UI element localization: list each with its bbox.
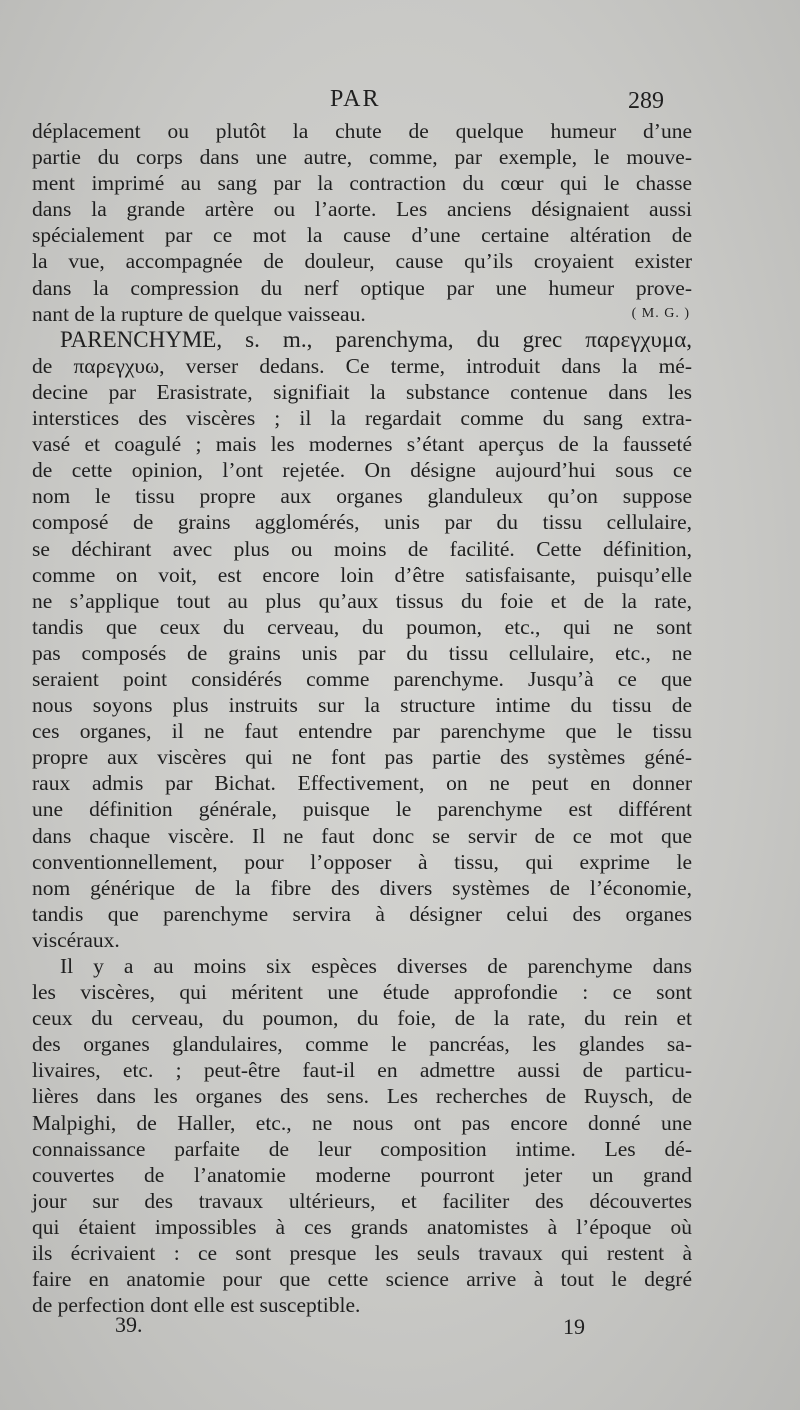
- text-line: une définition générale, puisque le parenchyme est différent: [32, 797, 692, 822]
- body-text: [32, 118, 692, 1318]
- text-line: couvertes de l’anatomie moderne pourront jeter un grand: [32, 1162, 692, 1187]
- text-line: dans la compression du nerf optique par une humeur prove-: [32, 275, 692, 300]
- text-line: nous soyons plus instruits sur la structure intime du tissu de: [32, 693, 692, 718]
- author-initials: ( M. G. ): [631, 305, 690, 321]
- text-line: livaires, etc. ; peut-être faut-il en admettre aussi de particu-: [32, 1058, 692, 1083]
- text-line: qui étaient impossibles à ces grands anatomistes à l’époque où: [32, 1214, 692, 1239]
- text-line: lières dans les organes des sens. Les recherches de Ruysch, de: [32, 1084, 692, 1109]
- text-line: jour sur des travaux ultérieurs, et faciliter des découvertes: [32, 1188, 692, 1213]
- text-line: ces organes, il ne faut entendre par parenchyme que le tissu: [32, 719, 692, 744]
- text-line: de cette opinion, l’ont rejetée. On désigne aujourd’hui sous ce: [32, 458, 692, 483]
- text-line: nom le tissu propre aux organes glanduleux qu’on suppose: [32, 484, 692, 509]
- page-footer: [0, 1312, 800, 1342]
- text-line: la vue, accompagnée de douleur, cause qu’ils croyaient exister: [32, 249, 692, 274]
- text-line: pas composés de grains unis par du tissu cellulaire, etc., ne: [32, 640, 692, 665]
- gathering-number: 19: [563, 1314, 585, 1339]
- running-title: PAR: [330, 86, 381, 112]
- text-line: composé de grains agglomérés, unis par du tissu cellulaire,: [32, 510, 692, 535]
- text-line: des organes glandulaires, comme le pancréas, les glandes sa-: [32, 1032, 692, 1057]
- text-line: dans la grande artère ou l’aorte. Les anciens désignaient aussi: [32, 197, 692, 222]
- text-line: connaissance parfaite de leur composition intime. Les dé-: [32, 1136, 692, 1161]
- text-line: viscéraux.: [32, 927, 120, 952]
- text-line: comme on voit, est encore loin d’être satisfaisante, puisqu’elle: [32, 562, 692, 587]
- text-line: déplacement ou plutôt la chute de quelque humeur d’une: [32, 119, 692, 143]
- text-line: conventionnellement, pour l’opposer à tissu, qui exprime le: [32, 849, 692, 874]
- page-number: 289: [628, 88, 664, 114]
- text-line: nom générique de la fibre des divers systèmes de l’économie,: [32, 875, 692, 900]
- text-line: tandis que ceux du cerveau, du poumon, etc., qui ne sont: [32, 614, 692, 639]
- text-line: partie du corps dans une autre, comme, par exemple, le mouve-: [32, 145, 692, 170]
- text-line: decine par Erasistrate, signifiait la substance contenue dans les: [32, 379, 692, 404]
- text-line: spécialement par ce mot la cause d’une certaine altération de: [32, 223, 692, 248]
- text-line: faire en anatomie pour que cette science arrive à tout le degré: [32, 1267, 692, 1292]
- text-line: ceux du cerveau, du poumon, du foie, de la rate, du rein et: [32, 1006, 692, 1031]
- text-line: les viscères, qui méritent une étude approfondie : ce sont: [32, 980, 692, 1005]
- text-line: de παρεγχυω, verser dedans. Ce terme, introduit dans la mé-: [32, 353, 692, 378]
- text-line: se déchirant avec plus ou moins de facilité. Cette définition,: [32, 536, 692, 561]
- signature-mark: 39.: [115, 1312, 143, 1337]
- text-line: Malpighi, de Haller, etc., ne nous ont pas encore donné une: [32, 1110, 692, 1135]
- running-head: [0, 86, 800, 116]
- text-line: Il y a au moins six espèces diverses de parenchyme dans: [60, 954, 692, 978]
- text-line-with-signature: [32, 301, 692, 327]
- text-line: de perfection dont elle est susceptible.: [32, 1293, 361, 1318]
- text-line: ils écrivaient : ce sont presque les seuls travaux qui restent à: [32, 1241, 692, 1266]
- text-line: dans chaque viscère. Il ne faut donc se servir de ce mot que: [32, 823, 692, 848]
- text-line: vasé et coagulé ; mais les modernes s’étant aperçus de la fausseté: [32, 432, 692, 457]
- text-line: seraient point considérés comme parenchyme. Jusqu’à ce que: [32, 666, 692, 691]
- text-line: interstices des viscères ; il la regardait comme du sang extra-: [32, 406, 692, 431]
- text-line: propre aux viscères qui ne font pas partie des systèmes géné-: [32, 745, 692, 770]
- text-line: nant de la rupture de quelque vaisseau.: [32, 301, 366, 326]
- text-line: ne s’applique tout au plus qu’aux tissus du foie et de la rate,: [32, 588, 692, 613]
- entry-headword-line: PARENCHYME, s. m., parenchyma, du grec παρεγχυμα,: [60, 326, 692, 352]
- text-line: ment imprimé au sang par la contraction du cœur qui le chasse: [32, 171, 692, 196]
- text-line: tandis que parenchyme servira à désigner celui des organes: [32, 901, 692, 926]
- text-line: raux admis par Bichat. Effectivement, on ne peut en donner: [32, 771, 692, 796]
